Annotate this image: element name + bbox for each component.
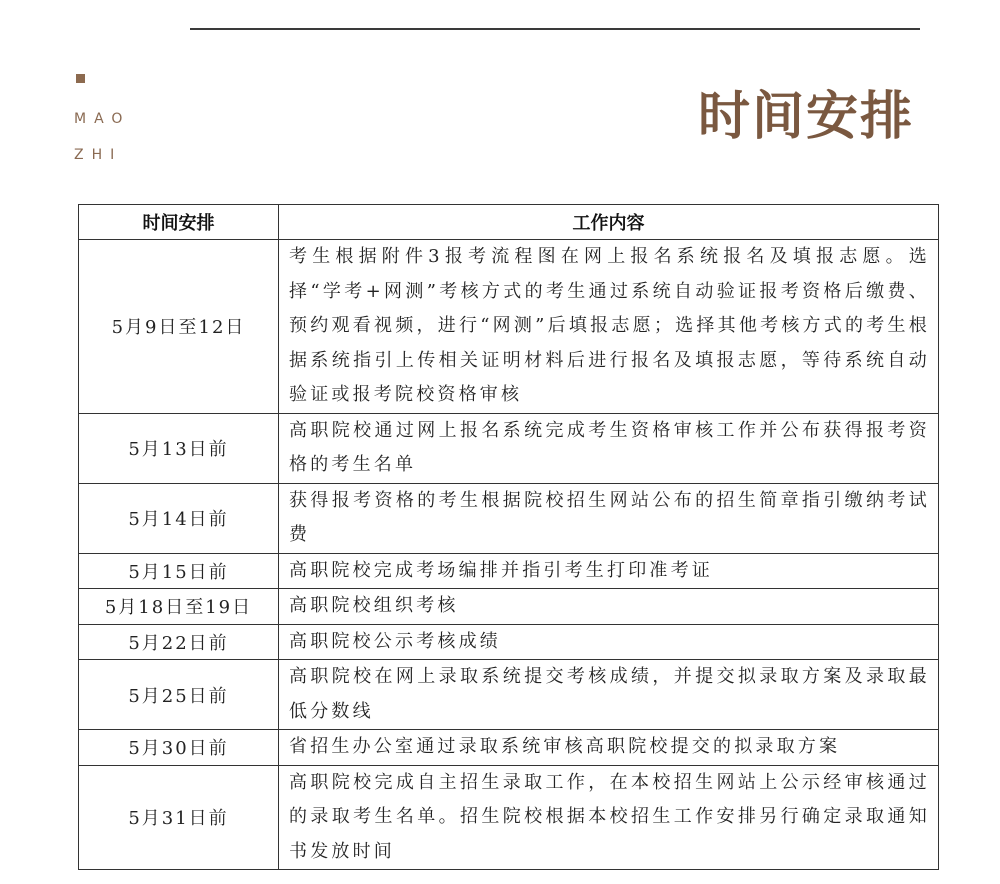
header-time: 时间安排	[79, 205, 279, 240]
row-date: 5月14日前	[79, 483, 279, 553]
row-content: 高职院校通过网上报名系统完成考生资格审核工作并公布获得报考资格的考生名单	[279, 413, 939, 483]
table-row	[79, 765, 939, 870]
row-content: 高职院校公示考核成绩	[279, 624, 939, 660]
table-row	[79, 483, 939, 553]
row-content: 考生根据附件3报考流程图在网上报名系统报名及填报志愿。选择“学考+网测”考核方式的考生通过系统自动验证报考资格后缴费、预约观看视频，进行“网测”后填报志愿；选择其他考核方式的考生根据系统指引上传相关证明材料后进行报名及填报志愿，等待系统自动验证或报考院校资格审核	[279, 240, 939, 414]
side-label-zhi: ZHI	[74, 147, 123, 163]
table-row	[79, 589, 939, 625]
row-content: 高职院校在网上录取系统提交考核成绩，并提交拟录取方案及录取最低分数线	[279, 660, 939, 730]
row-content: 获得报考资格的考生根据院校招生网站公布的招生简章指引缴纳考试费	[279, 483, 939, 553]
accent-square	[76, 74, 85, 83]
table-row	[79, 240, 939, 414]
header-content: 工作内容	[279, 205, 939, 240]
row-date: 5月22日前	[79, 624, 279, 660]
row-date: 5月15日前	[79, 553, 279, 589]
row-content: 省招生办公室通过录取系统审核高职院校提交的拟录取方案	[279, 730, 939, 766]
row-content: 高职院校完成自主招生录取工作，在本校招生网站上公示经审核通过的录取考生名单。招生院校根据本校招生工作安排另行确定录取通知书发放时间	[279, 765, 939, 870]
row-date: 5月18日至19日	[79, 589, 279, 625]
row-date: 5月25日前	[79, 660, 279, 730]
side-label-mao: MAO	[74, 111, 131, 127]
row-date: 5月9日至12日	[79, 240, 279, 414]
schedule-table-container	[78, 204, 938, 870]
row-content: 高职院校组织考核	[279, 589, 939, 625]
row-date: 5月30日前	[79, 730, 279, 766]
table-row	[79, 660, 939, 730]
table-row	[79, 624, 939, 660]
top-divider-line	[190, 28, 920, 30]
table-header-row	[79, 205, 939, 240]
schedule-table	[78, 204, 939, 870]
row-date: 5月31日前	[79, 765, 279, 870]
page-title: 时间安排	[697, 86, 914, 147]
table-row	[79, 413, 939, 483]
table-row	[79, 730, 939, 766]
row-date: 5月13日前	[79, 413, 279, 483]
row-content: 高职院校完成考场编排并指引考生打印准考证	[279, 553, 939, 589]
table-row	[79, 553, 939, 589]
